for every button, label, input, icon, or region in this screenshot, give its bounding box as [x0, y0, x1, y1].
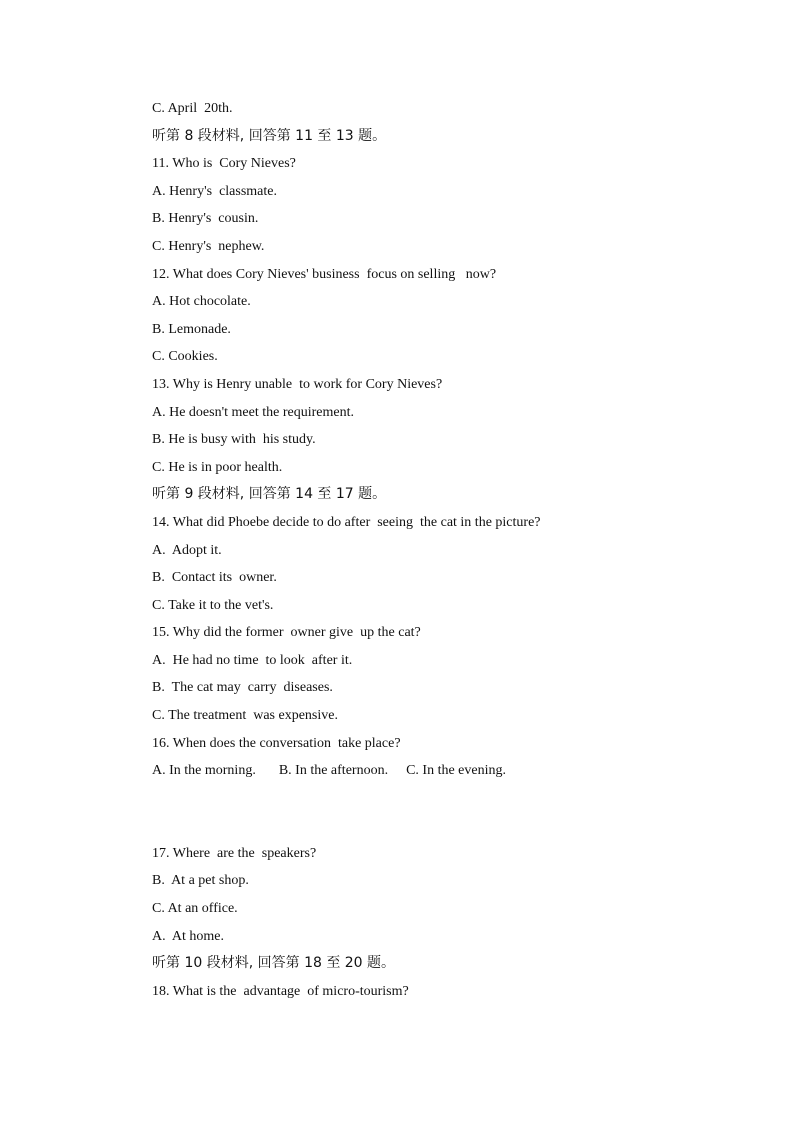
answer-option: A. Adopt it. — [152, 542, 222, 558]
q16-option-c: C. In the evening. — [406, 763, 506, 779]
q16-option-b: B. In the afternoon. — [278, 763, 389, 779]
answer-option: C. He is in poor health. — [152, 459, 283, 475]
question-text: 17. Where are the speakers? — [152, 845, 317, 861]
answer-option: A. Henry's classmate. — [152, 183, 277, 199]
answer-option: B. At a pet shop. — [152, 873, 249, 889]
questions-block-top — [152, 95, 752, 757]
section-heading: 听第 9 段材料, 回答第 14 至 17 题。 — [152, 486, 387, 503]
answer-option: B. The cat may carry diseases. — [152, 680, 333, 696]
question-text: 14. What did Phoebe decide to do after seeing the cat in the picture? — [152, 514, 541, 530]
question-text: 16. When does the conversation take place? — [152, 735, 401, 751]
question-text: 15. Why did the former owner give up the cat? — [152, 625, 421, 641]
answer-option: C. Henry's nephew. — [152, 238, 265, 254]
answer-option: C. At an office. — [152, 901, 238, 917]
section-heading: 听第 8 段材料, 回答第 11 至 13 题。 — [152, 127, 387, 144]
answer-option: C. The treatment was expensive. — [152, 708, 338, 724]
answer-option: C. Cookies. — [152, 349, 218, 365]
answer-option: A. He had no time to look after it. — [152, 652, 353, 668]
question-text: 13. Why is Henry unable to work for Cory Nieves? — [152, 376, 443, 392]
document-page — [152, 95, 752, 1005]
page-gap — [152, 785, 752, 840]
answer-option: B. Contact its owner. — [152, 570, 277, 586]
questions-block-bottom — [152, 840, 752, 1006]
question-text: 12. What does Cory Nieves' business focus on selling now? — [152, 266, 497, 282]
answer-option: A. He doesn't meet the requirement. — [152, 404, 354, 420]
answer-option: A. Hot chocolate. — [152, 294, 251, 310]
answer-option: A. At home. — [152, 928, 224, 944]
answer-option: B. He is busy with his study. — [152, 432, 316, 448]
question-text: 11. Who is Cory Nieves? — [152, 156, 296, 172]
section-heading: 听第 10 段材料, 回答第 18 至 20 题。 — [152, 955, 396, 972]
answer-option: C. Take it to the vet's. — [152, 597, 274, 613]
answer-option: B. Henry's cousin. — [152, 211, 259, 227]
question-text: 18. What is the advantage of micro-tourism? — [152, 983, 409, 999]
q16-option-a: A. In the morning. — [152, 763, 256, 779]
answer-option: B. Lemonade. — [152, 321, 231, 337]
q16-options-row — [152, 757, 752, 785]
answer-option: C. April 20th. — [152, 101, 233, 116]
